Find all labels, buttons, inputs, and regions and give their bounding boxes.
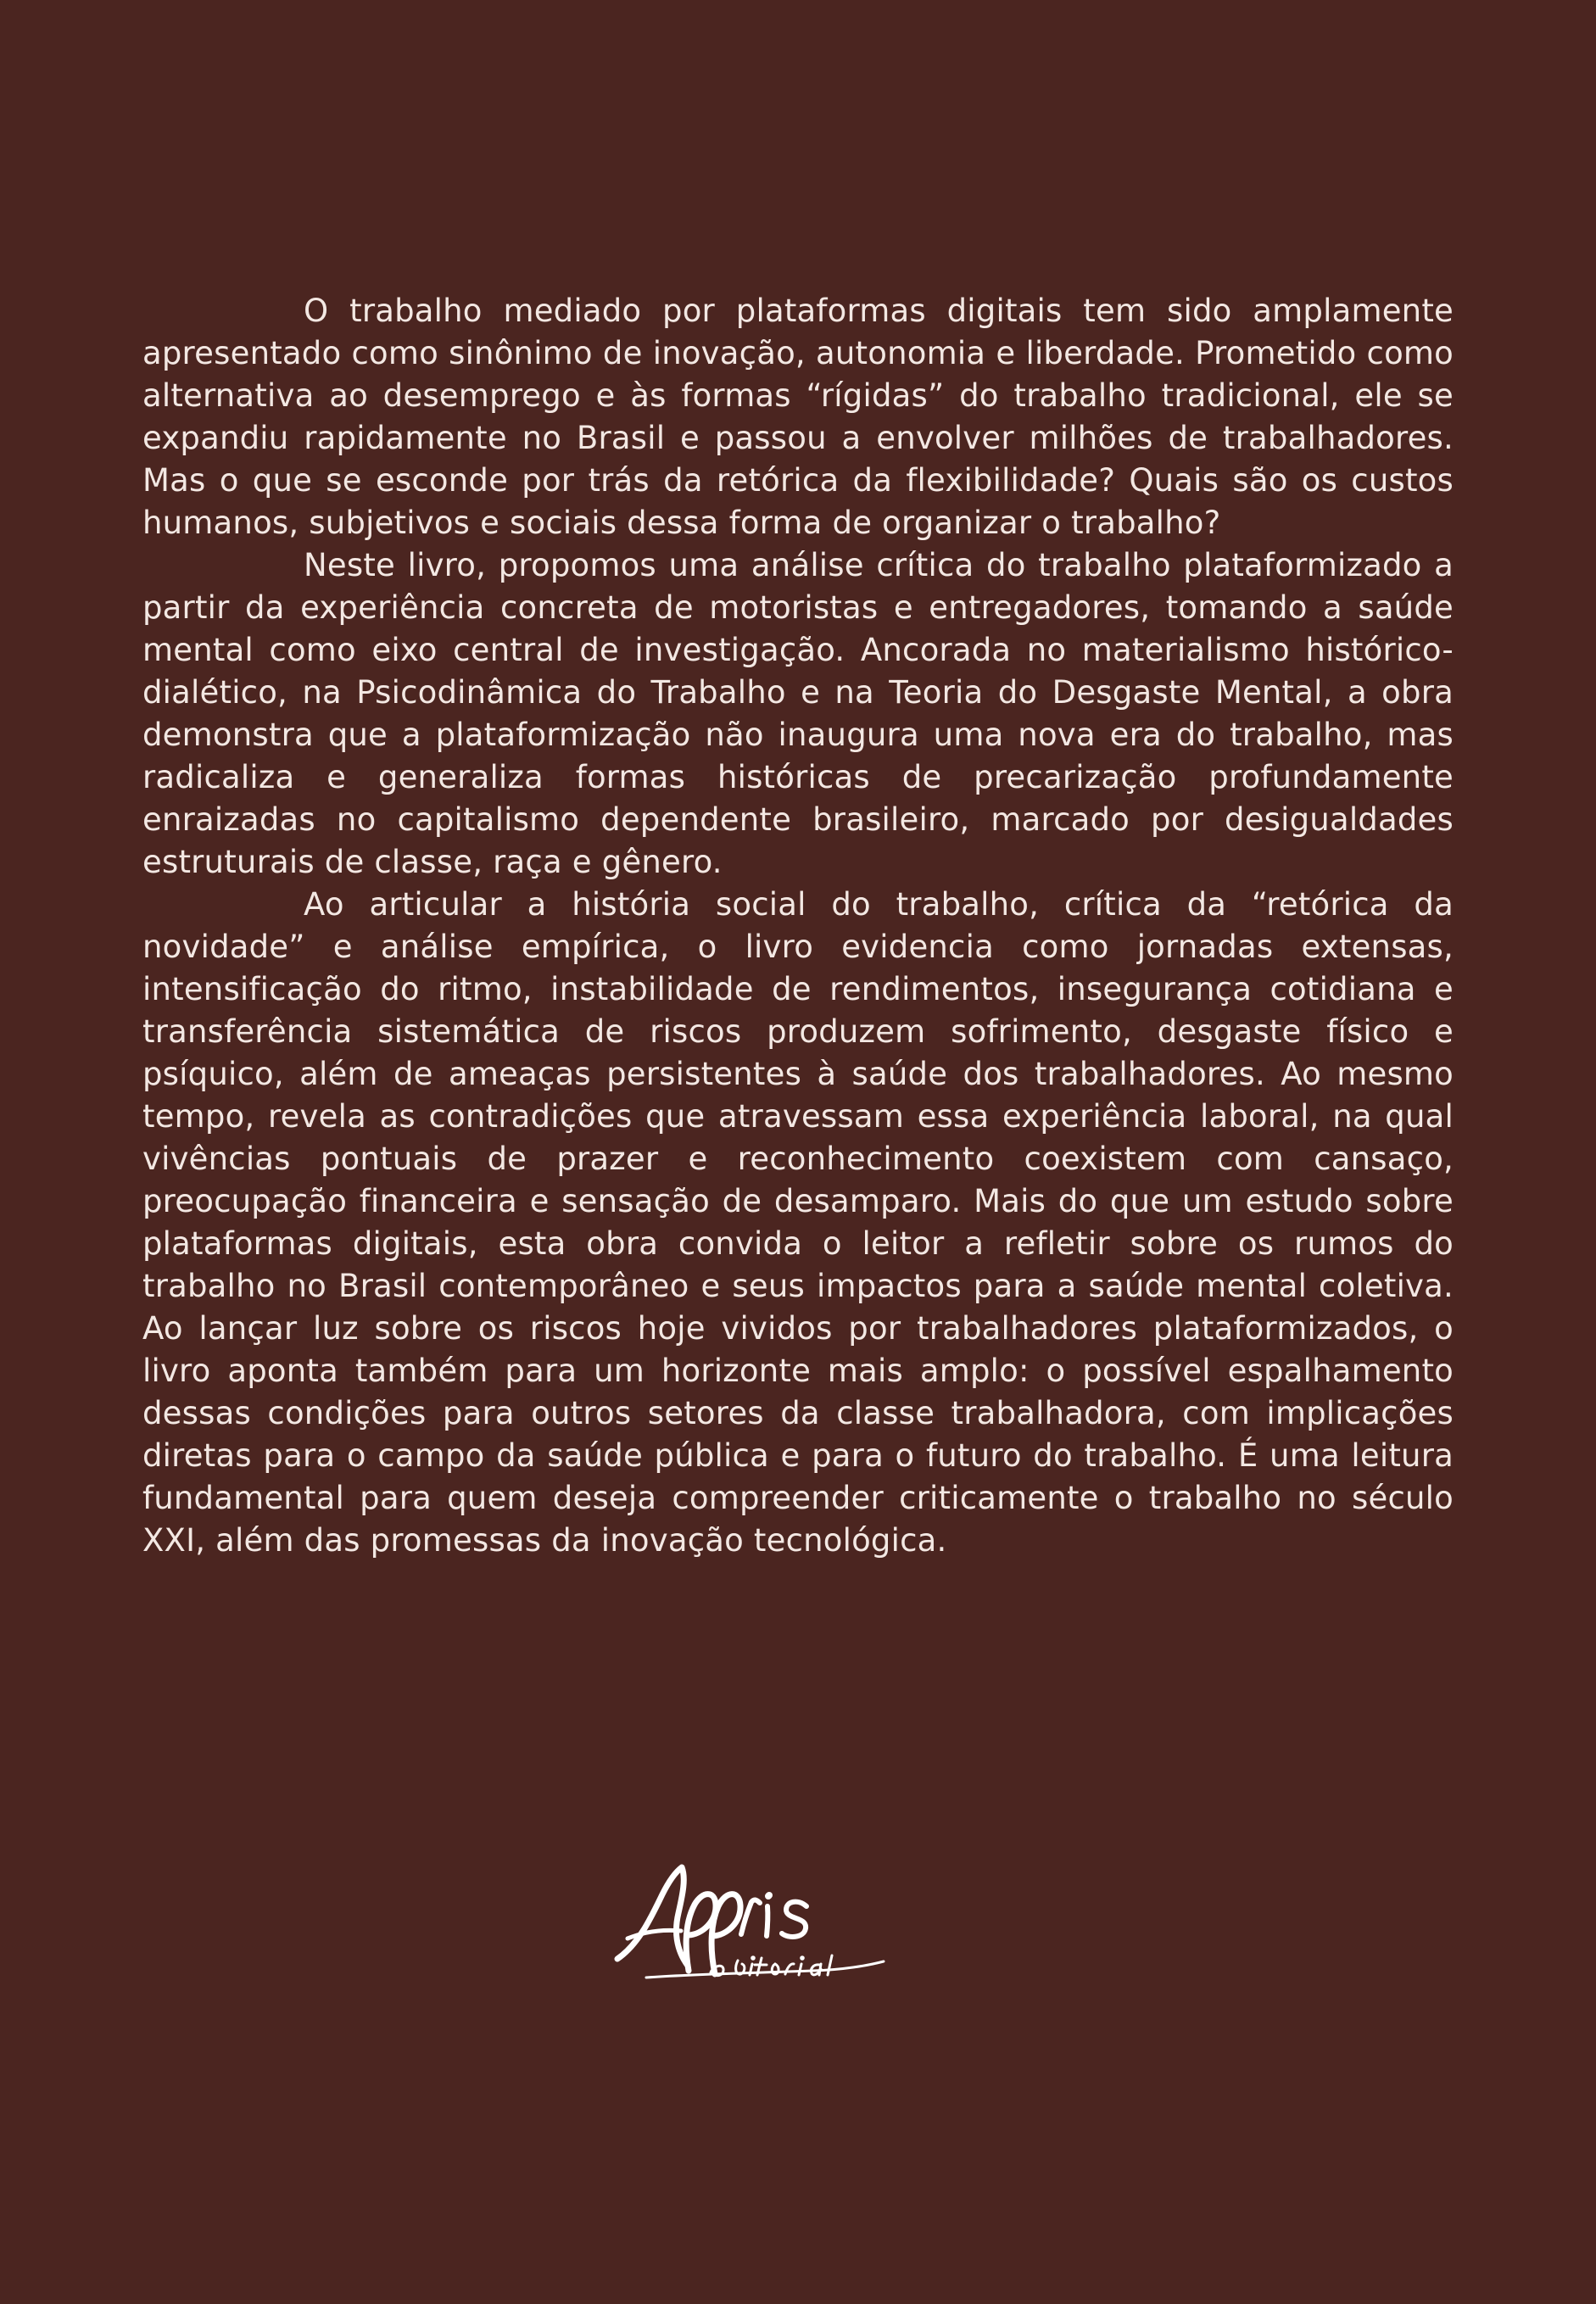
synopsis-paragraph-1: O trabalho mediado por plataformas digitais tem sido amplamente apresentado como sinônimo de inovação, autonomia e liberdade. Prometido como alternativa ao desemprego e às formas “rígidas” do trabalho tradicional, ele se expandiu rapidamente no Brasil e passou a envolver milhões de trabalhadores. Mas o que se esconde por trás da retórica da flexibilidade? Quais são os custos humanos, subjetivos e sociais dessa forma de organizar o trabalho?: [142, 293, 1454, 541]
appris-logo-icon: [609, 1864, 890, 1991]
cover-synopsis: [142, 290, 1454, 1562]
synopsis-paragraph-2: Neste livro, propomos uma análise crítica do trabalho plataformizado a partir da experiência concreta de motoristas e entregadores, tomando a saúde mental como eixo central de investigação. Ancorada no materialismo histórico-dialético, na Psicodinâmica do Trabalho e na Teoria do Desgaste Mental, a obra demonstra que a plataformização não inaugura uma nova era do trabalho, mas radicaliza e generaliza formas históricas de precarização profundamente enraizadas no capitalismo dependente brasileiro, marcado por desigualdades estruturais de classe, raça e gênero.: [142, 547, 1454, 880]
synopsis-paragraph-3: Ao articular a história social do trabalho, crítica da “retórica da novidade” e análise empírica, o livro evidencia como jornadas extensas, intensificação do ritmo, instabilidade de rendimentos, insegurança cotidiana e transferência sistemática de riscos produzem sofrimento, desgaste físico e psíquico, além de ameaças persistentes à saúde dos trabalhadores. Ao mesmo tempo, revela as contradições que atravessam essa experiência laboral, na qual vivências pontuais de prazer e reconhecimento coexistem com cansaço, preocupação financeira e sensação de desamparo. Mais do que um estudo sobre plataformas digitais, esta obra convida o leitor a refletir sobre os rumos do trabalho no Brasil contemporâneo e seus impactos para a saúde mental coletiva. Ao lançar luz sobre os riscos hoje vividos por trabalhadores plataformizados, o livro aponta também para um horizonte mais amplo: o possível espalhamento dessas condições para outros setores da classe trabalhadora, com implicações diretas para o campo da saúde pública e para o futuro do trabalho. É uma leitura fundamental para quem deseja compreender criticamente o trabalho no século XXI, além das promessas da inovação tecnológica.: [142, 886, 1454, 1559]
publisher-logo: [609, 1864, 890, 1991]
